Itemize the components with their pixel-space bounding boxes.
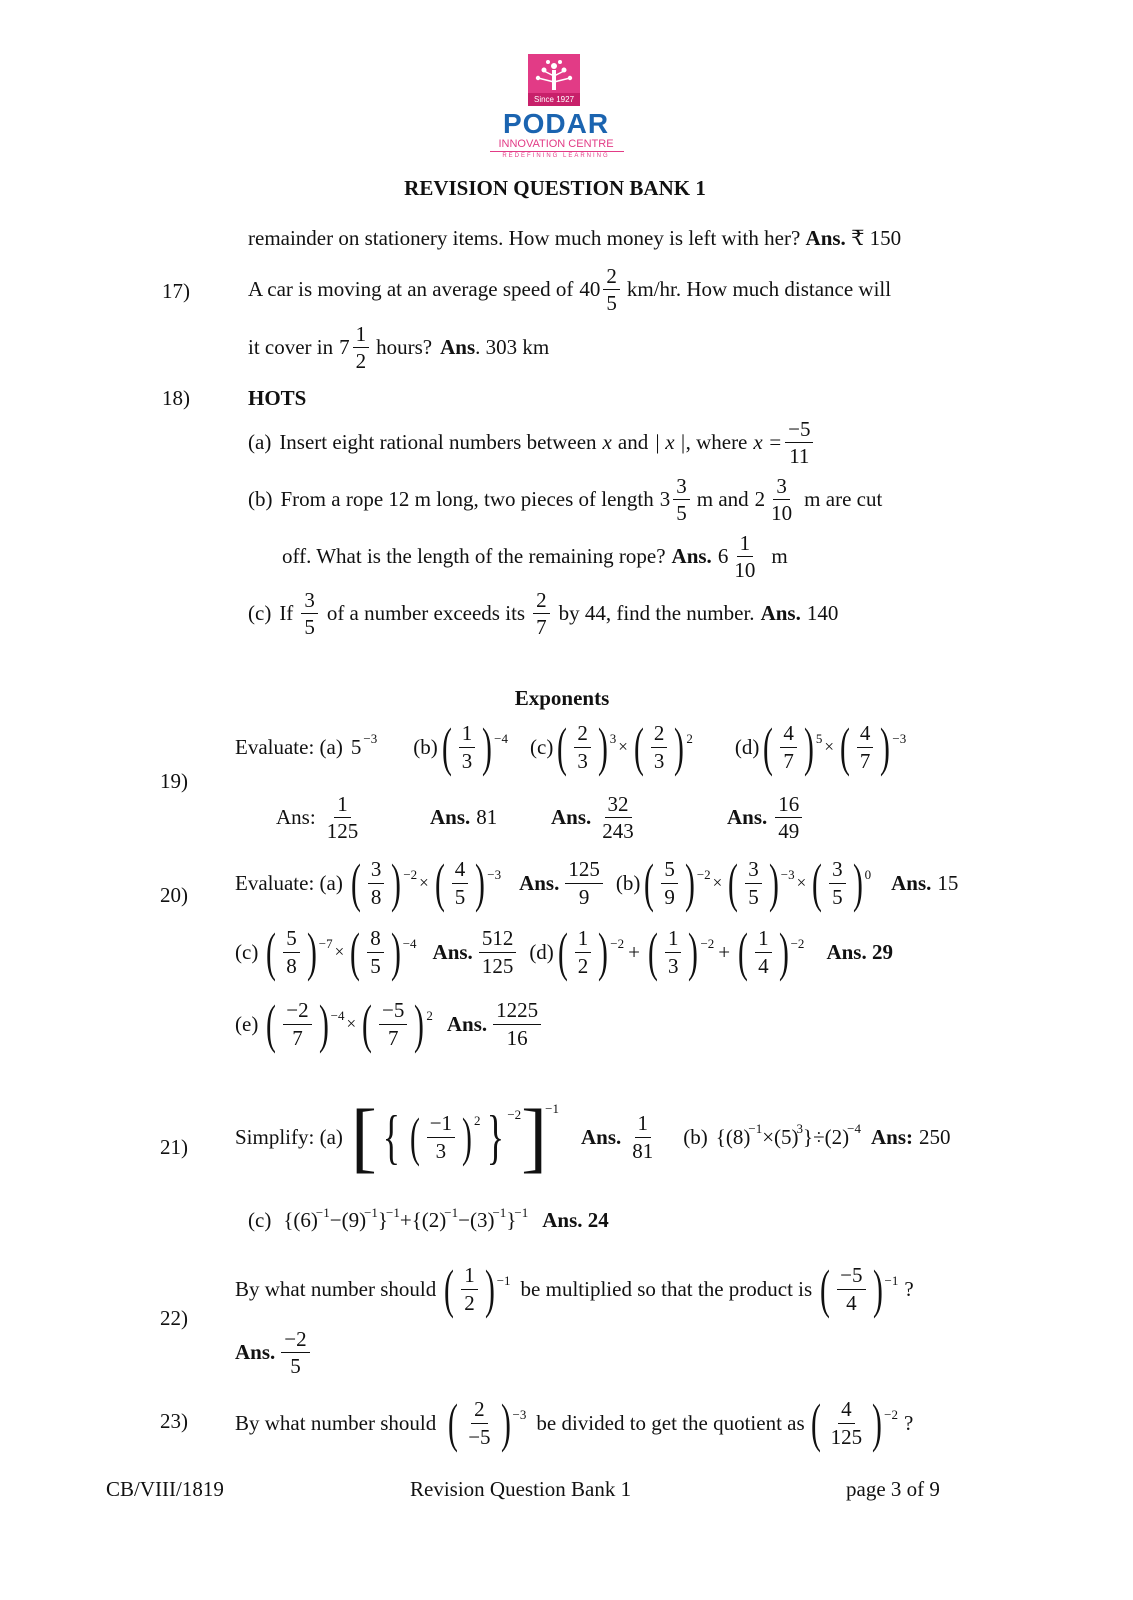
q18b-ans-label: Ans. [671,544,712,569]
q20d-plus1: + [628,939,640,964]
q20a-paren2: ( $\frac{4}{5}$ ) [434,853,486,913]
q21a-bracket-close: ] [521,1093,548,1180]
q19c-exp2: 2 [686,731,693,746]
q17-ans-label: Ans [440,335,476,360]
q18c-fraction1: $\frac{3}{5}$ [301,588,318,639]
q20b-exp2: −3 [780,867,795,882]
q19c-exp1: 3 [609,731,617,746]
q20e-ans-fraction: $\frac{1225}{16}$ [493,998,541,1049]
q20e-paren1: ( $\frac{-2}{7}$ ) [266,994,329,1054]
q19a-exp: −3 [363,731,378,746]
q21a-brace-open: { [382,1104,400,1170]
q20a-times: × [419,873,429,892]
q19d-exp2: −3 [892,731,907,746]
q18b-whole2: 2 [754,487,766,512]
q22-line1 [235,1259,914,1319]
q20a-ans-label: Ans. [519,870,560,895]
q19-ans-c [551,792,640,843]
q19a-base: 5 [350,734,362,759]
q21c-part2: −(9) [329,1208,367,1232]
q21c-exp6: −1 [514,1204,529,1220]
q21c-part4: +{(2) [399,1208,447,1232]
q21b-times: ×(5) [762,1124,799,1149]
q18b-text1: From a rope 12 m long, two pieces of length [280,487,654,512]
q18b-fraction1: $\frac{3}{5}$ [673,474,690,525]
q21c-part1: {(6) [283,1208,318,1232]
q23-text2: be divided to get the quotient as [536,1410,805,1435]
q17-time-fraction: $\frac{1}{2}$ [353,322,370,373]
q18a-eq: x = [753,430,783,455]
q20d-exp3: −2 [790,936,805,951]
q17-ans-value: . 303 km [475,335,550,360]
q21b-expr1: {(8) [715,1124,751,1149]
q20e-exp1: −4 [330,1008,345,1023]
q19-evaluate: Evaluate: (a) [235,734,343,759]
q21b-exp1: −1 [748,1121,763,1136]
q21a-bracket-open: [ [350,1093,377,1180]
q20-line3 [235,994,544,1054]
logo-tagline: REDEFINING LEARNING [502,153,610,159]
q20d-paren2: ( $\frac{1}{3}$ ) [648,922,699,982]
q21b-expr2: }÷(2) [803,1124,850,1149]
logo-divider [490,151,624,152]
q20e-times: × [346,1014,357,1033]
q20b-times2: × [796,873,807,892]
q20b-exp1: −2 [696,867,711,882]
q23-text1: By what number should [235,1410,437,1435]
q21-line1 [235,1093,951,1180]
q18a-text2: and [617,430,649,455]
q17-line1 [248,264,891,315]
section-exponents: Exponents [514,686,610,710]
q21b-exp2: 3 [796,1121,804,1136]
q18a-text3: , where [685,430,748,455]
q20b-times1: × [712,873,723,892]
q20d-label: (d) [529,939,554,964]
q19-ans-a-fraction: $\frac{1}{125}$ [326,792,359,844]
q20d-exp1: −2 [610,936,625,951]
q18b-ans-unit: m [771,544,788,569]
q19-line1 [235,717,907,777]
q21a-paren: ( $\frac{-1}{3}$ ) [409,1107,472,1167]
q20c-label: (c) [235,939,259,964]
q21c-exp3: −1 [386,1204,400,1220]
q22-text1: By what number should [235,1276,437,1301]
q17-time-whole: 7 [339,335,350,360]
q21c-part6: } [506,1208,517,1232]
q19-ans-c-fraction: $\frac{32}{243}$ [602,792,634,844]
q19-ans-a [276,792,364,843]
q18b-whole1: 3 [659,487,671,512]
q20e-exp2: 2 [426,1008,433,1023]
q18a-var: x [602,430,612,455]
q21c-exp2: −1 [364,1204,378,1220]
q21a-exp1: 2 [474,1113,481,1128]
q20a-exp1: −2 [403,867,418,882]
q22-number: 22) [160,1306,188,1330]
q19-number: 19) [160,769,188,793]
q21c-exp4: −1 [444,1204,459,1220]
q18-heading: HOTS [248,386,307,410]
q20b-ans-value: 15 [937,870,959,895]
q18b-fraction2: $\frac{3}{10}$ [771,474,793,526]
q16-continuation [248,226,901,251]
q22-ans [235,1327,313,1378]
q18a-fraction: $\frac{-5}{11}$ [785,417,813,468]
q20e-label: (e) [235,1011,259,1036]
q20c-paren2: ( $\frac{8}{5}$ ) [350,922,401,982]
q21b-ans-label: Ans: [870,1124,913,1149]
logo-brand: PODAR [502,108,610,139]
q20a-ans-fraction: $\frac{125}{9}$ [565,857,603,908]
q16-ans-value: ₹ 150 [851,226,902,250]
q22-paren1: ( $\frac{1}{2}$ ) [444,1259,495,1319]
q21c-ans: Ans. 24 [542,1208,609,1232]
q20c-exp1: −7 [318,936,333,951]
q21b-ans-value: 250 [919,1124,951,1149]
q19c-label: (c) [530,734,554,759]
q20a-exp2: −3 [487,867,502,882]
q19-ans-a-label: Ans: [276,805,316,830]
q18c-fraction2: $\frac{2}{7}$ [533,588,550,639]
q22-ans-fraction: $\frac{-2}{5}$ [281,1327,309,1378]
q19-ans-c-label: Ans. [551,805,592,830]
q20d-plus2: + [718,939,731,964]
q18a-line [248,417,816,468]
q18c-ans-label: Ans. [760,601,801,626]
q18a-label: (a) [248,430,272,455]
logo-since: Since 1927 [528,93,580,106]
q19-ans-b-value: 81 [476,805,498,829]
q17-text1: A car is moving at an average speed of [248,277,574,302]
q18b-line1 [248,474,882,525]
q20b-paren3: ( $\frac{3}{5}$ ) [812,853,863,913]
q21a-brace-close: } [486,1104,504,1170]
page-title: REVISION QUESTION BANK 1 [404,176,706,200]
q19c-paren2: ( $\frac{2}{3}$ ) [633,717,685,777]
q20-line2 [235,922,893,982]
q23-line1 [235,1393,914,1453]
q19-ans-b [430,805,497,830]
q18b-label: (b) [248,487,273,512]
q21b-label: (b) [683,1124,708,1149]
q20a-paren1: ( $\frac{3}{8}$ ) [350,853,402,913]
q18c-label: (c) [248,601,272,626]
q20c-times: × [334,942,345,961]
q19d-times: × [824,737,834,756]
footer-page-number: page 3 of 9 [846,1477,940,1501]
q21b-exp3: −4 [847,1121,861,1136]
q18c-ans-value: 140 [806,601,839,626]
q17-line2 [248,322,549,373]
q17-speed-whole: 40 [579,277,601,302]
q20b-label: (b) [615,870,641,895]
q22-exp1: −1 [496,1273,511,1288]
q21c-exp5: −1 [492,1204,507,1220]
q22-paren2: ( $\frac{-5}{4}$ ) [820,1259,883,1319]
q21a-ans-label: Ans. [581,1124,622,1149]
q16-text: remainder on stationery items. How much money is left with her? [248,226,801,250]
q17-number: 17) [162,279,190,303]
q18-number: 18) [162,386,190,410]
q17-text2: km/hr. How much distance will [626,277,892,302]
q19-ans-d [727,792,805,843]
q21-simplify: Simplify: (a) [235,1124,343,1149]
q20d-paren3: ( $\frac{1}{4}$ ) [738,922,789,982]
q19-ans-b-label: Ans. [430,805,471,829]
q22-text2: be multiplied so that the product is [520,1276,813,1301]
q20-line1 [235,853,959,913]
q21a-ans-fraction: $\frac{1}{81}$ [632,1111,654,1163]
q19d-label: (d) [734,734,760,759]
q19d-exp1: 5 [815,731,823,746]
q21a-exp2: −2 [507,1107,522,1122]
q19c-paren1: ( $\frac{2}{3}$ ) [557,717,608,777]
q23-paren2: ( $\frac{4}{125}$ ) [810,1393,883,1453]
q21-line2 [248,1204,609,1233]
footer-code: CB/VIII/1819 [106,1477,224,1501]
q20d-ans: Ans. 29 [826,939,893,964]
q20c-ans-label: Ans. [432,939,473,964]
q23-number: 23) [160,1409,188,1433]
q18a-abs: | x | [654,430,686,455]
q20-evaluate: Evaluate: (a) [235,870,343,895]
q23-paren1: ( $\frac{2}{-5}$ ) [448,1393,511,1453]
q18b-text4: off. What is the length of the remaining rope? [282,544,666,569]
q21a-exp3: −1 [545,1101,559,1116]
q21c-label: (c) [248,1208,272,1232]
q19-ans-d-fraction: $\frac{16}{49}$ [775,792,802,843]
q19-ans-d-label: Ans. [727,805,768,830]
q17-text3: it cover in [248,335,334,360]
q19c-times: × [618,737,628,756]
q22-exp2: −1 [884,1273,899,1288]
q21c-exp1: −1 [315,1204,330,1220]
q18b-ans-whole: 6 [717,544,729,569]
q18c-text2: by 44, find the number. [558,601,755,626]
logo-subtitle: INNOVATION CENTRE [498,138,614,150]
q19b-paren: ( $\frac{1}{3}$ ) [441,717,493,777]
q20c-ans-fraction: $\frac{512}{125}$ [479,926,517,977]
q18b-ans-fraction: $\frac{1}{10}$ [734,531,756,583]
q18b-text2: m and [696,487,749,512]
q18a-text1: Insert eight rational numbers between [279,430,597,455]
q20c-exp2: −4 [402,936,417,951]
q18b-text3: m are cut [804,487,883,512]
q20b-ans-label: Ans. [891,870,932,895]
footer-title: Revision Question Bank 1 [410,1477,632,1501]
q21c-part5: −(3) [458,1208,495,1232]
q17-text4: hours? [376,335,433,360]
q17-speed-fraction: $\frac{2}{5}$ [603,264,620,315]
q19d-paren2: ( $\frac{4}{7}$ ) [839,717,891,777]
q21-number: 21) [160,1135,188,1159]
q20-number: 20) [160,883,188,907]
q22-question-mark: ? [904,1276,914,1301]
q16-ans-label: Ans. [805,226,846,250]
q20c-paren1: ( $\frac{5}{8}$ ) [266,922,317,982]
q19d-paren1: ( $\frac{4}{7}$ ) [763,717,814,777]
q20d-paren1: ( $\frac{1}{2}$ ) [557,922,609,982]
q19b-label: (b) [413,734,438,759]
q20b-exp3: 0 [864,867,872,882]
q23-exp2: −2 [884,1407,898,1422]
q20b-paren2: ( $\frac{3}{5}$ ) [728,853,779,913]
q18c-text1: of a number exceeds its [326,601,526,626]
q19b-exp: −4 [494,731,509,746]
q23-exp1: −3 [512,1407,527,1422]
q18c-line [248,588,838,639]
q18c-if: If [279,601,294,626]
q20d-exp2: −2 [700,936,715,951]
q22-ans-label: Ans. [235,1340,276,1365]
q20e-ans-label: Ans. [446,1011,488,1036]
q18b-line2 [282,531,788,582]
q21c-part3: } [377,1208,389,1232]
q20e-paren2: ( $\frac{-5}{7}$ ) [362,994,425,1054]
q23-question-mark: ? [903,1410,914,1435]
q20b-paren1: ( $\frac{5}{9}$ ) [644,853,695,913]
